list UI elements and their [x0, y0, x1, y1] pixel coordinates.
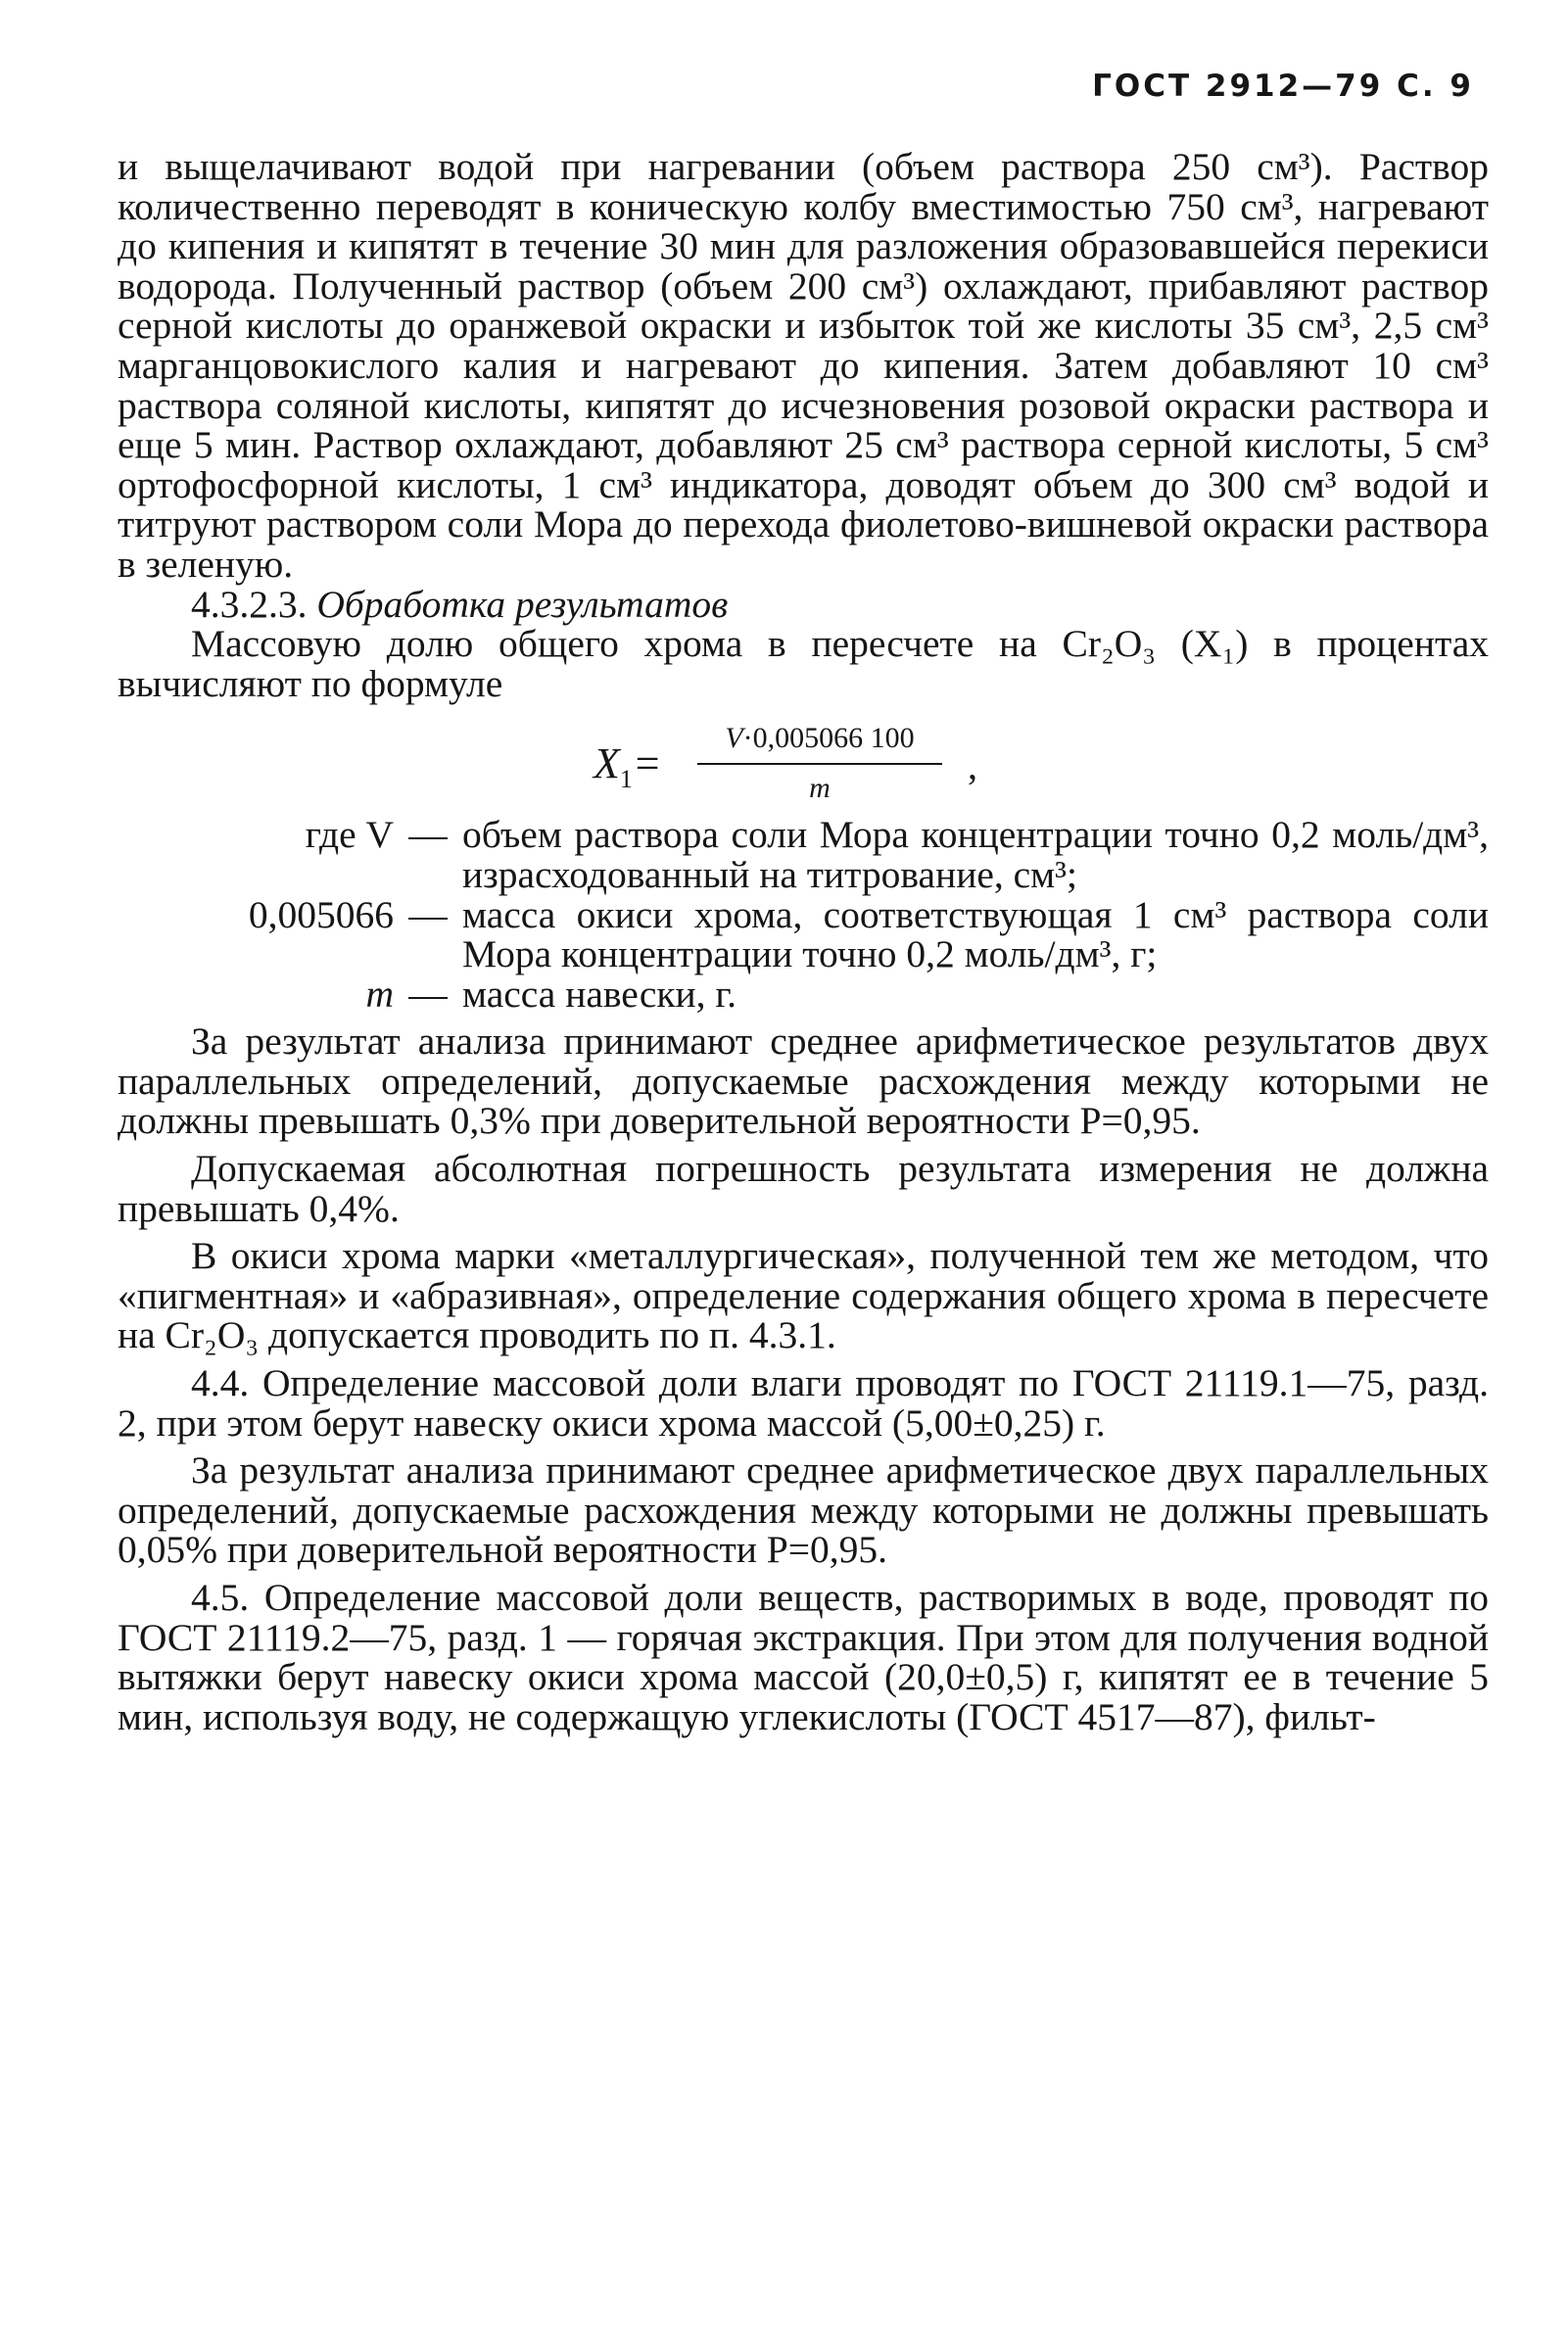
- definition-text: масса окиси хрома, соответствующая 1 см³ раствора соли Мора концентрации точно 0,2 моль/дм³, г;: [462, 892, 1489, 976]
- formula-numerator-var: V: [725, 722, 743, 755]
- definition-text: объем раствора соли Мора концентрации точно 0,2 моль/дм³, израсходованный на титрование, см³;: [462, 813, 1489, 896]
- section-number: 4.3.2.3.: [191, 582, 308, 626]
- formula-fraction: [697, 719, 942, 808]
- definition-item: [118, 974, 1489, 1015]
- section-title: Обработка результатов: [316, 582, 729, 626]
- definition-label: 0,005066: [248, 892, 394, 936]
- formula-trail: ,: [968, 743, 977, 788]
- formula-lhs-var: X: [594, 739, 620, 788]
- definitions-list: [118, 815, 1489, 1014]
- definition-item: [118, 892, 1489, 976]
- paragraph-metallurgical: В окиси хрома марки «металлургическая», полученной тем же методом, что «пигментная» и «абразивная», определение содержания общего хрома в пересчете на Cr₂O₃ допускается проводить по п. 4.3.1.: [118, 1234, 1489, 1357]
- formula-denominator: m: [809, 771, 831, 804]
- formula-lhs: [594, 739, 662, 799]
- formula-intro: Массовую долю общего хрома в пересчете на Cr₂O₃ (X₁) в процентах вычисляют по формуле: [118, 622, 1489, 705]
- definition-item: [118, 815, 1489, 894]
- page-header: ГОСТ 2912—79 С. 9: [1092, 69, 1474, 104]
- paragraph-continuation: и выщелачивают водой при нагревании (объем раствора 250 см³). Раствор количественно переводят в коническую колбу вместимостью 750 см³, нагревают до кипения и кипятят в течение 30 мин для разложения образовавшейся перекиси водорода. Полученный раствор (объем 200 см³) охлаждают, прибавляют раствор серной кислоты до оранжевой окраски и избыток той же кислоты 35 см³, 2,5 см³ марганцовокислого калия и нагревают до кипения. Затем добавляют 10 см³ раствора соляной кислоты, кипятят до исчезновения розовой окраски раствора и еще 5 мин. Раствор охлаждают, добавляют 25 см³ раствора серной кислоты, 5 см³ ортофосфорной кислоты, 1 см³ индикатора, доводят объем до 300 см³ водой и титруют раствором соли Мора до перехода фиолетово-вишневой окраски раствора в зеленую.: [118, 145, 1489, 586]
- formula-lhs-sub: 1: [619, 765, 633, 794]
- paragraph-abs-error: Допускаемая абсолютная погрешность результата измерения не должна превышать 0,4%.: [118, 1147, 1489, 1230]
- definition-label: где V: [305, 813, 394, 857]
- definition-label: m: [365, 972, 394, 1016]
- definition-dash: —: [408, 892, 448, 936]
- definition-dash: —: [408, 972, 448, 1016]
- definition-text: масса навески, г.: [462, 972, 737, 1016]
- formula-numerator: [697, 719, 942, 765]
- document-body: [118, 147, 1489, 1736]
- paragraph-result-moisture: За результат анализа принимают среднее арифметическое двух параллельных определений, допускаемые расхождения между которыми не должны превышать 0,05% при доверительной вероятности P=0,95.: [118, 1448, 1489, 1572]
- section-heading: [118, 582, 1489, 626]
- formula-numerator-rest: ·0,005066 100: [742, 722, 915, 755]
- formula-equals: =: [632, 739, 662, 788]
- paragraph-4-5-soluble: 4.5. Определение массовой доли веществ, растворимых в воде, проводят по ГОСТ 21119.2—75, разд. 1 — горячая экстракция. При этом для получения водной вытяжки берут навеску окиси хрома массой (20,0±0,5) г, кипятят ее в течение 5 мин, используя воду, не содержащую углекислоты (ГОСТ 4517—87), фильт-: [118, 1576, 1489, 1738]
- definition-dash: —: [408, 813, 448, 857]
- paragraph-4-4-moisture: 4.4. Определение массовой доли влаги проводят по ГОСТ 21119.1—75, разд. 2, при этом берут навеску окиси хрома массой (5,00±0,25) г.: [118, 1361, 1489, 1445]
- formula-block: [118, 717, 1489, 803]
- paragraph-result-average: За результат анализа принимают среднее арифметическое результатов двух параллельных определений, допускаемые расхождения между которыми не должны превышать 0,3% при доверительной вероятности P=0,95.: [118, 1020, 1489, 1143]
